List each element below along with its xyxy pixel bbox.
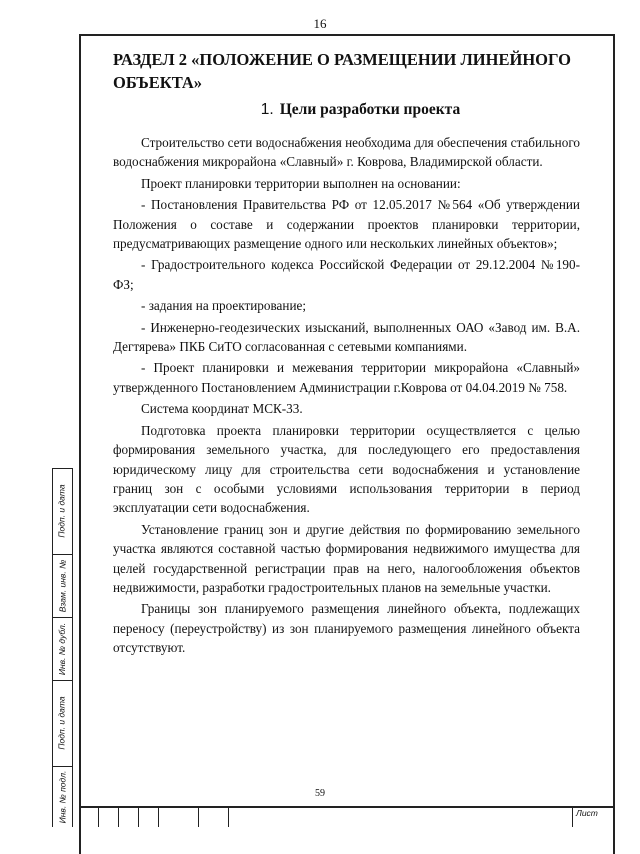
section-title: РАЗДЕЛ 2 «ПОЛОЖЕНИЕ О РАЗМЕЩЕНИИ ЛИНЕЙНОГО ОБЪЕКТА» [113, 50, 571, 92]
paragraph-boundaries: Установление границ зон и другие действия по формированию земельного участка являются составной частью формирования недвижимого имущества для целей государственной регистрации прав на него, налогообложения объектов недвижимости, разработки градостроительных планов на земельные участки. [113, 521, 580, 595]
bottom-stamp-divider [138, 806, 139, 827]
side-stamp-label: Инв. № подл. [57, 770, 67, 823]
side-stamp-label: Подп. и дата [57, 696, 67, 750]
bottom-stamp-divider [198, 806, 199, 827]
paragraph-preparation: Подготовка проекта планировки территории осуществляется с целью формирования земельного участка, для последующего его предоставления юридическому лицу для строительства сети водоснабжения и установление границ зон с особыми условиями использования территории в период эксплуатации сети водоснабжения. [113, 422, 580, 516]
page-content [113, 48, 580, 660]
sub-heading [141, 101, 580, 119]
side-stamp-label: Взам. инв. № [57, 559, 68, 612]
paragraph-basis-intro: Проект планировки территории выполнен на основании: [141, 175, 461, 191]
side-stamp-label: Подп. и дата [57, 484, 67, 538]
paragraph-basis-decree: - Постановления Правительства РФ от 12.05.2017 №564 «Об утверждении Положения о составе и содержании проектов планировки территории, предусматривающих размещение одного или нескольких линейных объектов»; [113, 197, 580, 252]
paragraph-basis-code: - Градостроительного кодекса Российской Федерации от 29.12.2004 №190-ФЗ; [113, 257, 580, 292]
bottom-stamp-divider [572, 806, 573, 827]
paragraph-coordinates: Система координат МСК-33. [141, 401, 303, 417]
paragraph-basis-surveys: - Инженерно-геодезических изысканий, выполненных ОАО «Завод им. В.А. Дегтярева» ПКБ СиТО согласованная с сетевыми компаниями. [113, 319, 580, 355]
bottom-stamp-divider [118, 806, 119, 827]
sub-heading-number: 1. [260, 101, 274, 118]
paragraph-purpose: Строительство сети водоснабжения необходима для обеспечения стабильного водоснабжения микрорайона «Славный» г. Коврова, Владимирской области. [113, 135, 580, 170]
page-number-top: 16 [313, 16, 327, 31]
sub-heading-title: Цели разработки проекта [279, 101, 461, 118]
page-number-bottom: 59 [315, 788, 325, 799]
sheet-label: Лист [576, 808, 598, 818]
bottom-stamp-row [79, 806, 615, 827]
paragraph-basis-task: - задания на проектирование; [141, 298, 307, 314]
bottom-stamp-divider [98, 806, 99, 827]
bottom-stamp-divider [228, 806, 229, 827]
side-stamp-label: Инв. № дубл. [57, 622, 67, 675]
side-stamp-inner-border [72, 468, 79, 827]
paragraph-basis-plan: - Проект планировки и межевания территории микрорайона «Славный» утвержденного Постановлением Администрации г.Коврова от 04.04.2019 № 758. [113, 360, 580, 395]
paragraph-relocation: Границы зон планируемого размещения линейного объекта, подлежащих переносу (переустройству) из зон планируемого размещения линейного объекта отсутствуют. [113, 601, 580, 656]
bottom-stamp-divider [158, 806, 159, 827]
